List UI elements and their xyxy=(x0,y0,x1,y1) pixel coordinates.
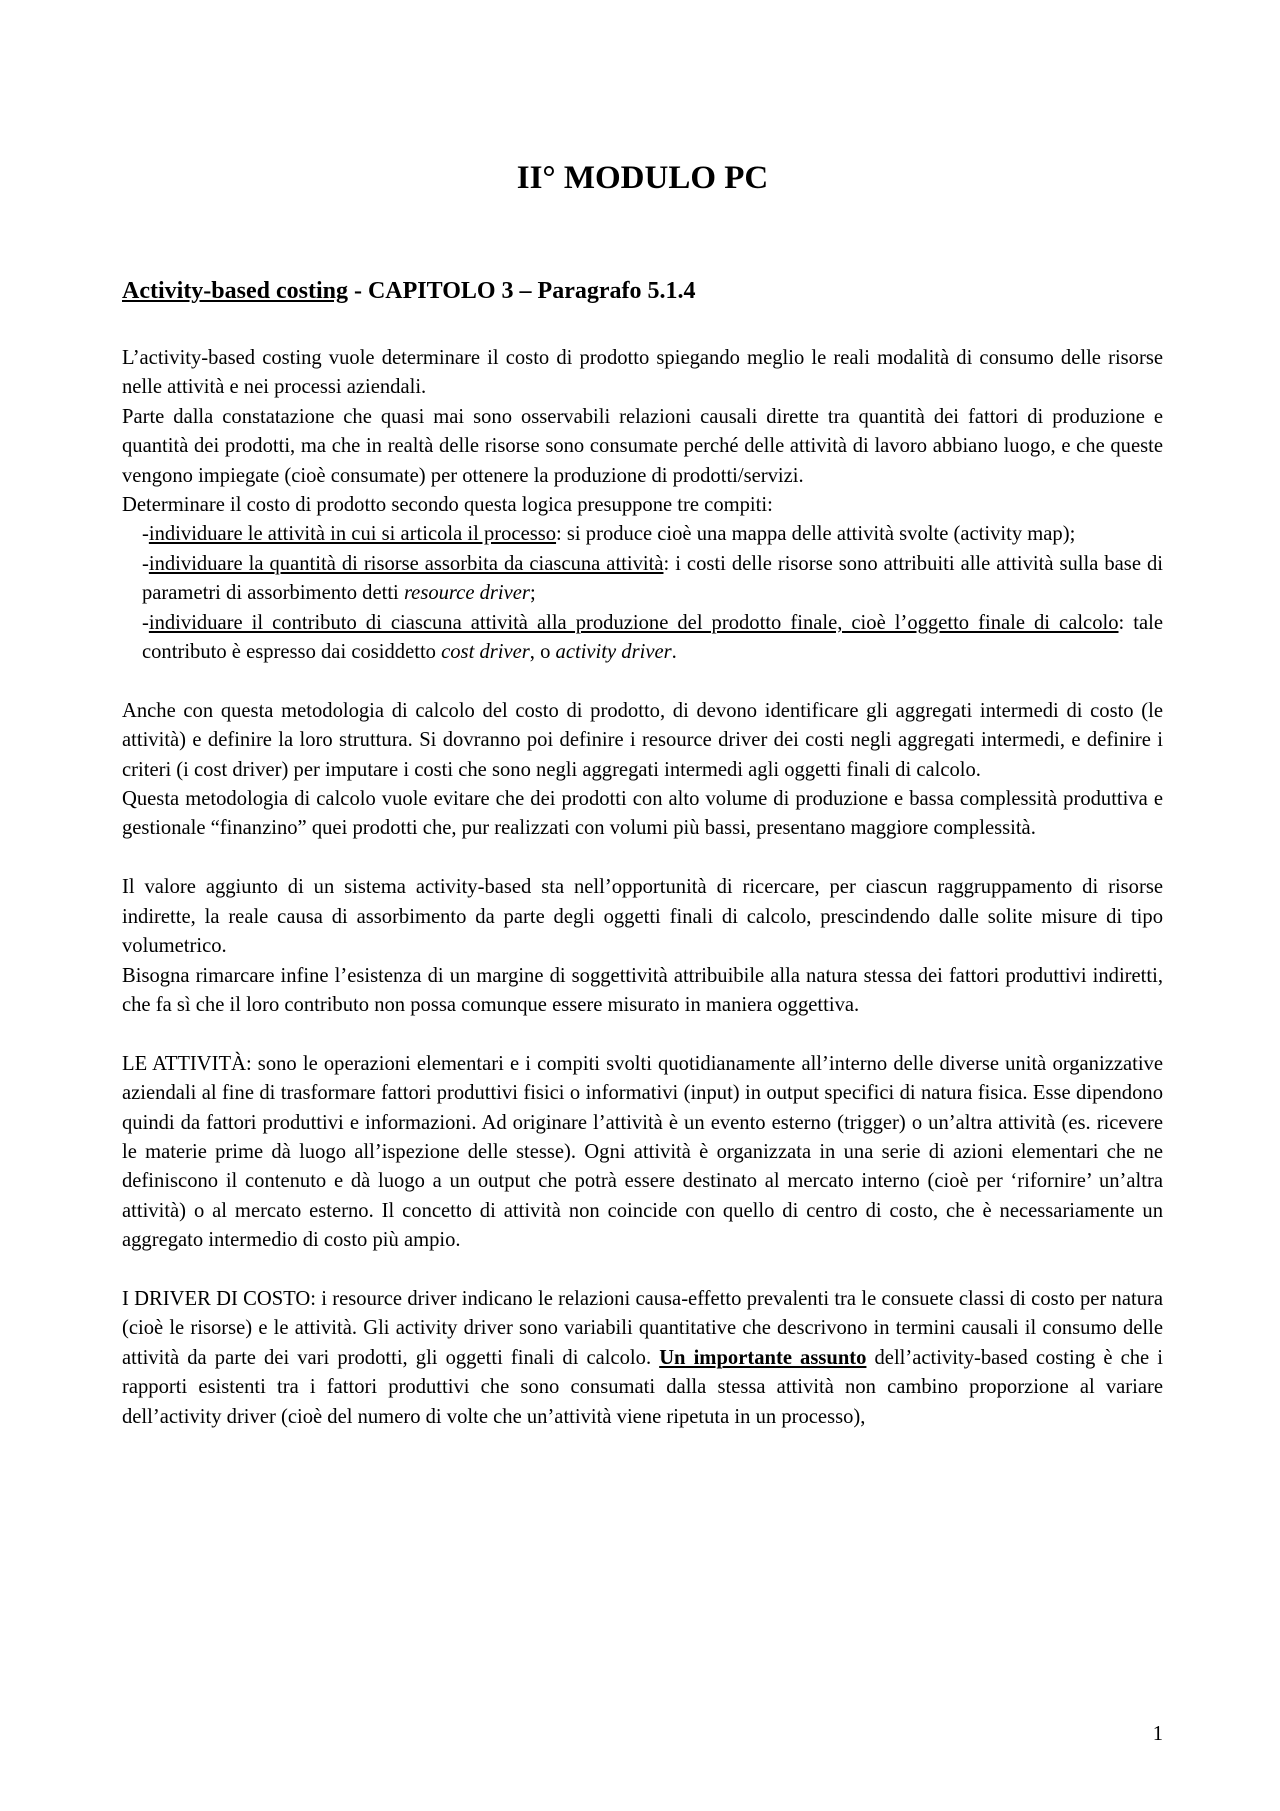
paragraph-tasks-intro: Determinare il costo di prodotto secondo questa logica presuppone tre compiti: xyxy=(122,494,773,517)
list-item-italic: resource driver xyxy=(403,582,530,605)
paragraph-methodology: Anche con questa metodologia di calcolo del costo di prodotto, di devono identificare gli aggregati intermedi di costo (le attività) e definire la loro struttura. Si dovranno poi definire i resource driver dei costi negli aggregati intermedi, e definire i criteri (i cost driver) per imputare i costi che sono negli aggregati intermedi agli oggetti finali di calcolo. xyxy=(122,699,1163,781)
list-item-italic-2: activity driver xyxy=(555,641,672,664)
paragraph-activities: LE ATTIVITÀ: sono le operazioni elementari e i compiti svolti quotidianamente all’interno delle diverse unità organizzative aziendali al fine di trasformare fattori produttivi fisici o informativi (input) in output specifici di natura fisica. Esse dipendono quindi da fattori produttivi e informazioni. Ad originare l’attività è un evento esterno (trigger) o un’altra attività (es. ricevere le materie prime dà luogo all’ispezione delle stesse). Ogni attività è organizzata in una serie di azioni elementari che ne definiscono il contenuto e dà luogo a un output che potrà essere destinato al mercato interno (cioè per ‘rifornire’ un’altra attività) o al mercato esterno. Il concetto di attività non coincide con quello di centro di costo, che è necessariamente un aggregato intermedio di costo più ampio. xyxy=(122,1052,1163,1252)
paragraph-subjectivity: Bisogna rimarcare infine l’esistenza di un margine di soggettività attribuibile alla natura stessa dei fattori produttivi indiretti, che fa sì che il loro contributo non possa comunque essere misurato in maniera oggettiva. xyxy=(122,964,1163,1016)
list-item-end: . xyxy=(671,641,677,664)
list-item-underlined: individuare la quantità di risorse assorbita da ciascuna attività xyxy=(148,552,664,575)
list-item-italic: cost driver xyxy=(441,641,530,664)
list-item-text: : tale contributo è espresso dai cosiddetto xyxy=(142,611,1163,664)
section-heading xyxy=(122,275,1163,307)
list-item-task-2 xyxy=(142,550,1163,609)
list-item-underlined: individuare le attività in cui si articola il processo xyxy=(148,523,557,546)
section-heading-reference: - CAPITOLO 3 – Paragrafo 5.1.4 xyxy=(347,278,696,304)
paragraph-intro: L’activity-based costing vuole determinare il costo di prodotto spiegando meglio le reali modalità di consumo delle risorse nelle attività e nei processi aziendali. xyxy=(122,347,1163,399)
page-number: 1 xyxy=(1152,1723,1163,1745)
document-page xyxy=(122,0,1163,1811)
list-item-task-3 xyxy=(142,609,1163,668)
paragraph-spacer xyxy=(122,844,1163,873)
paragraph-spacer xyxy=(122,1256,1163,1285)
list-item-underlined: individuare il contributo di ciascuna attività alla produzione del prodotto finale, cioè l’oggetto finale di calcolo xyxy=(148,611,1119,634)
paragraph-cost-drivers-emphasis: Un importante assunto xyxy=(659,1346,867,1369)
document-title: II° MODULO PC xyxy=(516,160,769,196)
list-item-prefix: - xyxy=(142,611,149,634)
list-item-end: ; xyxy=(529,582,536,605)
list-item-prefix: - xyxy=(142,523,149,546)
list-item-task-1 xyxy=(142,520,1163,549)
paragraph-added-value: Il valore aggiunto di un sistema activity-based sta nell’opportunità di ricercare, per ciascun raggruppamento di risorse indirette, la reale causa di assorbimento da parte degli oggetti finali di calcolo, prescindendo dalle solite misure di tipo volumetrico. xyxy=(122,876,1163,958)
list-item-text: : si produce cioè una mappa delle attività svolte (activity map); xyxy=(556,523,1076,546)
paragraph-spacer xyxy=(122,1020,1163,1049)
section-heading-title: Activity-based costing xyxy=(122,278,348,304)
paragraph-spacer xyxy=(122,667,1163,696)
paragraph-cost-drivers-text: I DRIVER DI COSTO: i resource driver indicano le relazioni causa-effetto prevalenti tra le consuete classi di costo per natura (cioè le risorse) e le attività. Gli activity driver sono variabili quantitative che descrivono in termini causali il consumo delle attività da parte dei vari prodotti, gli oggetti finali di calcolo. xyxy=(122,1287,1163,1369)
paragraph-premise: Parte dalla constatazione che quasi mai sono osservabili relazioni causali dirette tra quantità dei fattori di produzione e quantità dei prodotti, ma che in realtà delle risorse sono consumate perché delle attività di lavoro abbiano luogo, e che queste vengono impiegate (cioè consumate) per ottenere la produzione di prodotti/servizi. xyxy=(122,405,1163,487)
list-item-prefix: - xyxy=(142,552,149,575)
document-body xyxy=(122,344,1163,1432)
paragraph-methodology-goal: Questa metodologia di calcolo vuole evitare che dei prodotti con alto volume di produzione e bassa complessità produttiva e gestionale “finanzino” quei prodotti che, pur realizzati con volumi più bassi, presentano maggiore complessità. xyxy=(122,788,1163,840)
list-item-mid: , o xyxy=(529,641,556,664)
paragraph-cost-drivers-continuation: dell’activity-based costing è che i rapporti esistenti tra i fattori produttivi che sono consumati dalla stessa attività non cambino proporzione al variare dell’activity driver (cioè del numero di volte che un’attività viene ripetuta in un processo), xyxy=(122,1346,1163,1428)
paragraph-cost-drivers xyxy=(122,1285,1163,1432)
list-item-text: : i costi delle risorse sono attribuiti alle attività sulla base di parametri di assorbimento detti xyxy=(142,552,1163,605)
